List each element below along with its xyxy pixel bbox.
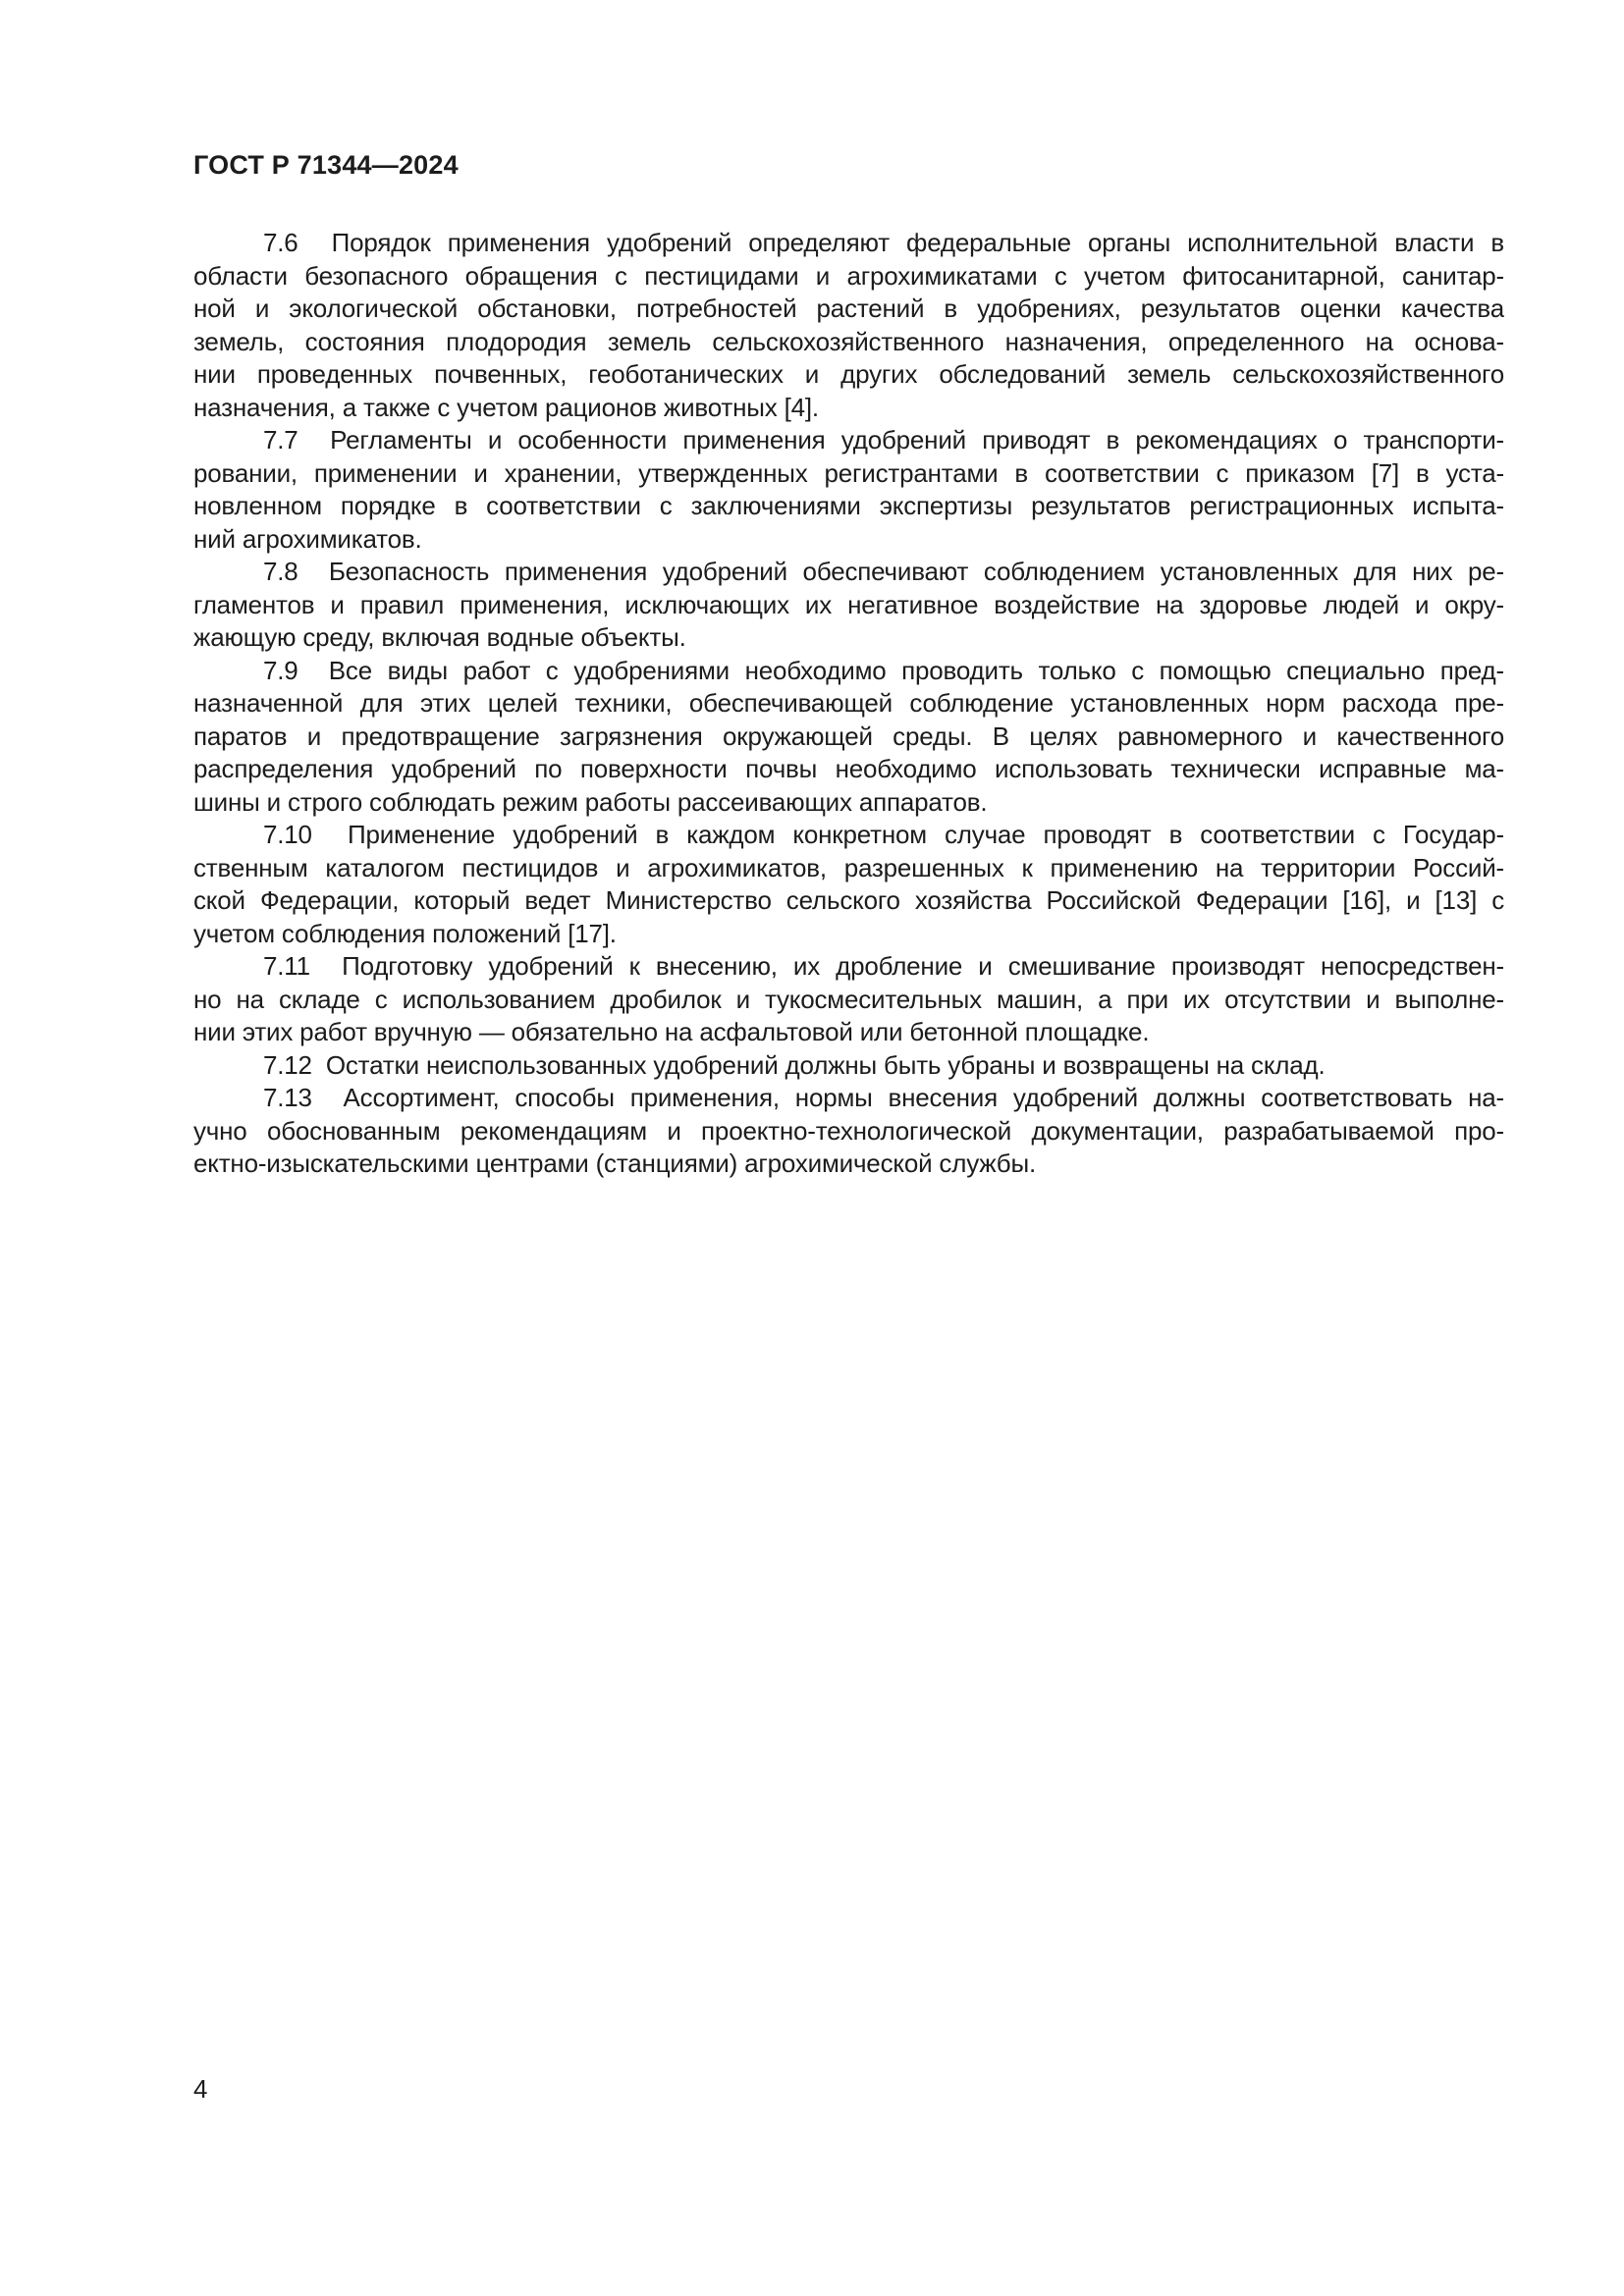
paragraph-7-11 [193, 950, 1504, 1049]
paragraph-7-13 [193, 1082, 1504, 1181]
paragraph-7-10 [193, 819, 1504, 950]
text-line: ной и экологической обстановки, потребностей растений в удобрениях, результатов оценки качества [193, 294, 1504, 323]
text-line: 7.9 Все виды работ с удобрениями необходимо проводить только с помощью специально пред- [263, 655, 1504, 685]
text-line: ровании, применении и хранении, утвержденных регистрантами в соответствии с приказом [7] в уста- [193, 457, 1504, 488]
text-line: 7.10 Применение удобрений в каждом конкретном случае проводят в соответствии с Государ- [263, 820, 1504, 849]
text-line: области безопасного обращения с пестицидами и агрохимикатами с учетом фитосанитарной, санитар- [193, 260, 1504, 291]
text-line: земель, состояния плодородия земель сельскохозяйственного назначения, определенного на основа- [193, 326, 1504, 356]
text-line: нии проведенных почвенных, геоботанических и других обследований земель сельскохозяйственного [193, 359, 1504, 389]
paragraph-7-9 [193, 655, 1504, 820]
document-body [193, 227, 1504, 1181]
paragraph-7-12 [193, 1049, 1504, 1083]
text-line: учетом соблюдения положений [17]. [193, 918, 617, 948]
paragraph-7-6 [193, 227, 1504, 424]
text-line: гламентов и правил применения, исключающих их негативное воздействие на здоровье людей и окру- [193, 589, 1504, 619]
text-line: 7.7 Регламенты и особенности применения удобрений приводят в рекомендациях о транспорти- [263, 425, 1504, 454]
text-line: ний агрохимикатов. [193, 523, 422, 554]
text-line: 7.13 Ассортимент, способы применения, нормы внесения удобрений должны соответствовать на- [263, 1083, 1504, 1112]
text-line: учно обоснованным рекомендациям и проектно-технологической документации, разрабатываемой про- [193, 1115, 1504, 1146]
text-line: нии этих работ вручную — обязательно на асфальтовой или бетонной площадке. [193, 1017, 1150, 1046]
text-line: 7.12 Остатки неиспользованных удобрений должны быть убраны и возвращены на склад. [263, 1049, 1326, 1080]
paragraph-7-7 [193, 424, 1504, 556]
text-line: жающую среду, включая водные объекты. [193, 622, 686, 652]
paragraph-7-8 [193, 556, 1504, 655]
text-line: паратов и предотвращение загрязнения окружающей среды. В целях равномерного и качественного [193, 721, 1504, 751]
text-line: распределения удобрений по поверхности почвы необходимо использовать технически исправные ма- [193, 754, 1504, 783]
text-line: новленном порядке в соответствии с заключениями экспертизы результатов регистрационных испыта- [193, 491, 1504, 520]
page-number: 4 [193, 2074, 208, 2104]
text-line: назначенной для этих целей техники, обеспечивающей соблюдение установленных норм расхода пре- [193, 688, 1504, 718]
text-line: назначения, а также с учетом рационов животных [4]. [193, 392, 819, 422]
text-line: ственным каталогом пестицидов и агрохимикатов, разрешенных к применению на территории Россий- [193, 852, 1504, 882]
text-line: 7.8 Безопасность применения удобрений обеспечивают соблюдением установленных для них ре- [263, 557, 1504, 586]
text-line: 7.11 Подготовку удобрений к внесению, их дробление и смешивание производят непосредствен- [263, 951, 1504, 981]
text-line: но на складе с использованием дробилок и тукосмесительных машин, а при их отсутствии и выполне- [193, 984, 1504, 1014]
text-line: 7.6 Порядок применения удобрений определяют федеральные органы исполнительной власти в [263, 228, 1504, 257]
text-line: шины и строго соблюдать режим работы рассеивающих аппаратов. [193, 786, 988, 817]
text-line: ектно-изыскательскими центрами (станциями) агрохимической службы. [193, 1148, 1036, 1178]
text-line: ской Федерации, который ведет Министерство сельского хозяйства Российской Федерации [16], и [13] с [193, 885, 1504, 915]
document-header: ГОСТ Р 71344—2024 [193, 150, 459, 180]
